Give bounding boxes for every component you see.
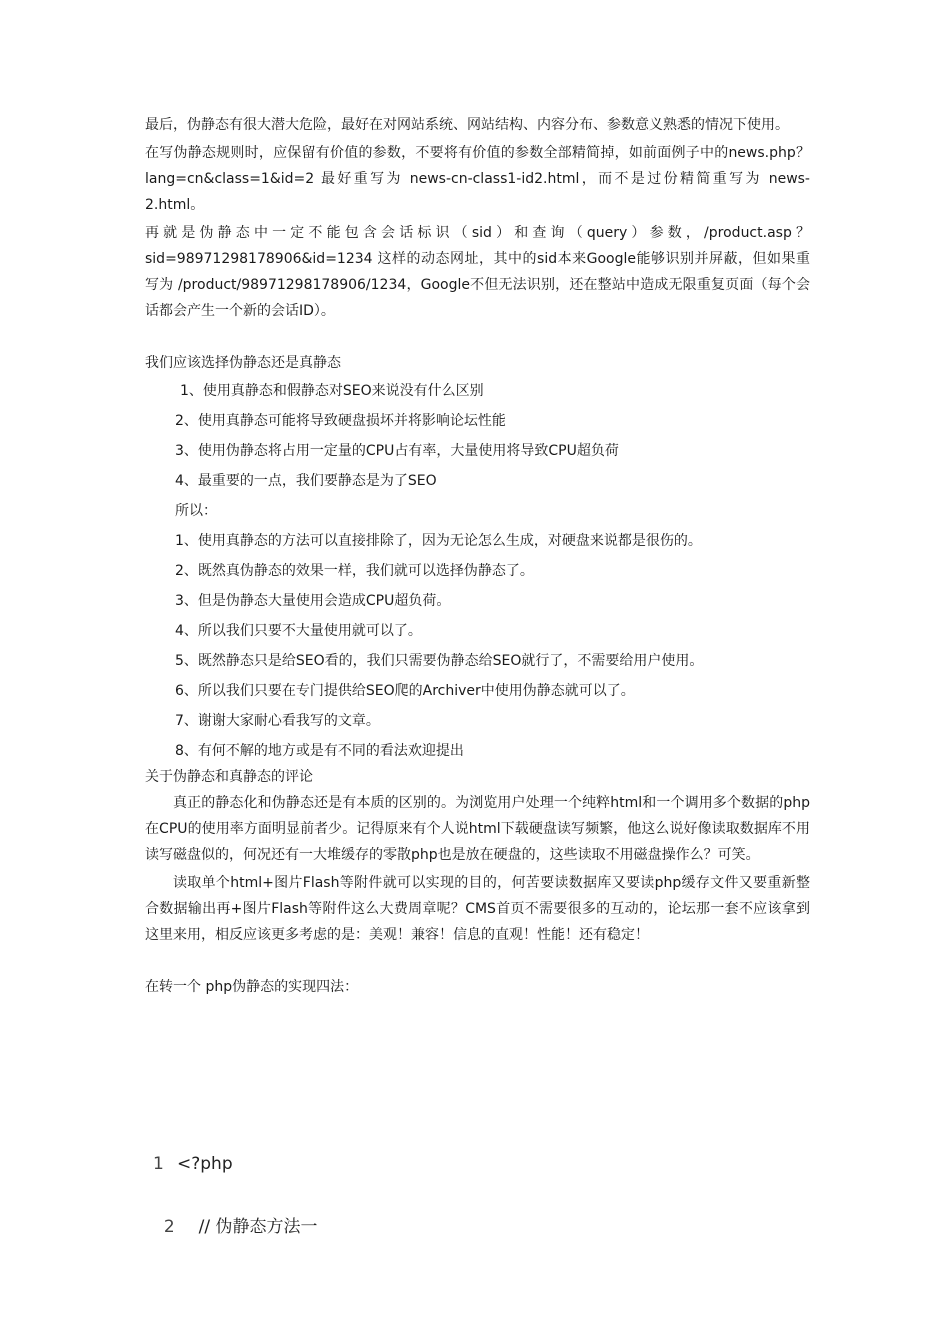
conclusion-item: 7、谢谢大家耐心看我写的文章。: [175, 713, 380, 729]
section1-heading: 我们应该选择伪静态还是真静态: [145, 355, 341, 371]
comment-paragraph-2: 读取单个html+图片Flash等附件就可以实现的目的，何苦要读数据库又要读php缓存文件又要重新整合数据输出再+图片Flash等附件这么大费周章呢？CMS首页不需要很多的互动的，论坛那一套不应该拿到这里来用，相反应该更多考虑的是：美观！兼容！信息的直观！性能！还有稳定！: [145, 875, 810, 943]
line-number: 2: [163, 1217, 175, 1237]
intro-paragraph-1: 最后，伪静态有很大潜大危险，最好在对网站系统、网站结构、内容分布、参数意义熟悉的情况下使用。: [145, 117, 789, 133]
intro-paragraph-2: 在写伪静态规则时，应保留有价值的参数，不要将有价值的参数全部精简掉，如前面例子中的news.php？lang=cn&class=1&id=2 最好重写为 news-cn-class1-id2.html，而不是过份精简重写为 news-2.html。: [145, 145, 810, 213]
spacer: [145, 948, 810, 974]
code-line-1: [153, 1154, 233, 1174]
conclusion-item: 2、既然真伪静态的效果一样，我们就可以选择伪静态了。: [175, 563, 534, 579]
conclusion-item: 1、使用真静态的方法可以直接排除了，因为无论怎么生成，对硬盘来说都是很伤的。: [175, 533, 702, 549]
spacer: [145, 324, 810, 350]
section2-heading: 关于伪静态和真静态的评论: [145, 769, 313, 785]
reason-item: 2、使用真静态可能将导致硬盘损坏并将影响论坛性能: [175, 413, 506, 429]
conclusion-item: 3、但是伪静态大量使用会造成CPU超负荷。: [175, 593, 451, 609]
code-line-2: [153, 1192, 317, 1237]
reason-item: 4、最重要的一点，我们要静态是为了SEO: [175, 473, 437, 489]
intro-paragraph-3: 再就是伪静态中一定不能包含会话标识（sid）和查询（query）参数，/product.asp？sid=98971298178906&id=1234 这样的动态网址，其中的sid本来Google能够识别并屏蔽，但如果重写为 /product/98971298178906/1234，Google不但无法识别，还在整站中造成无限重复页面（每个会话都会产生一个新的会话ID）。: [145, 225, 810, 319]
comment-paragraph-1: 真正的静态化和伪静态还是有本质的区别的。为浏览用户处理一个纯粹html和一个调用多个数据的php在CPU的使用率方面明显前者少。记得原来有个人说html下载硬盘读写频繁，他这么说好像读取数据库不用读写磁盘似的，何况还有一大堆缓存的零散php也是放在硬盘的，这些读取不用磁盘操作么？可笑。: [145, 795, 810, 863]
reason-item: 1、使用真静态和假静态对SEO来说没有什么区别: [180, 383, 484, 399]
line-number: 1: [153, 1154, 164, 1174]
conclusion-item: 4、所以我们只要不大量使用就可以了。: [175, 623, 422, 639]
reason-item: 3、使用伪静态将占用一定量的CPU占有率，大量使用将导致CPU超负荷: [175, 443, 619, 459]
conclusion-item: 5、既然静态只是给SEO看的，我们只需要伪静态给SEO就行了，不需要给用户使用。: [175, 653, 704, 669]
section3-heading: 在转一个 php伪静态的实现四法：: [145, 979, 359, 995]
conclusion-item: 6、所以我们只要在专门提供给SEO爬的Archiver中使用伪静态就可以了。: [175, 683, 635, 699]
so-label: 所以：: [175, 503, 217, 519]
conclusion-item: 8、有何不解的地方或是有不同的看法欢迎提出: [175, 743, 464, 759]
code-text: <?php: [177, 1154, 233, 1174]
code-text: // 伪静态方法一: [187, 1217, 318, 1237]
document-body: [145, 112, 810, 1000]
